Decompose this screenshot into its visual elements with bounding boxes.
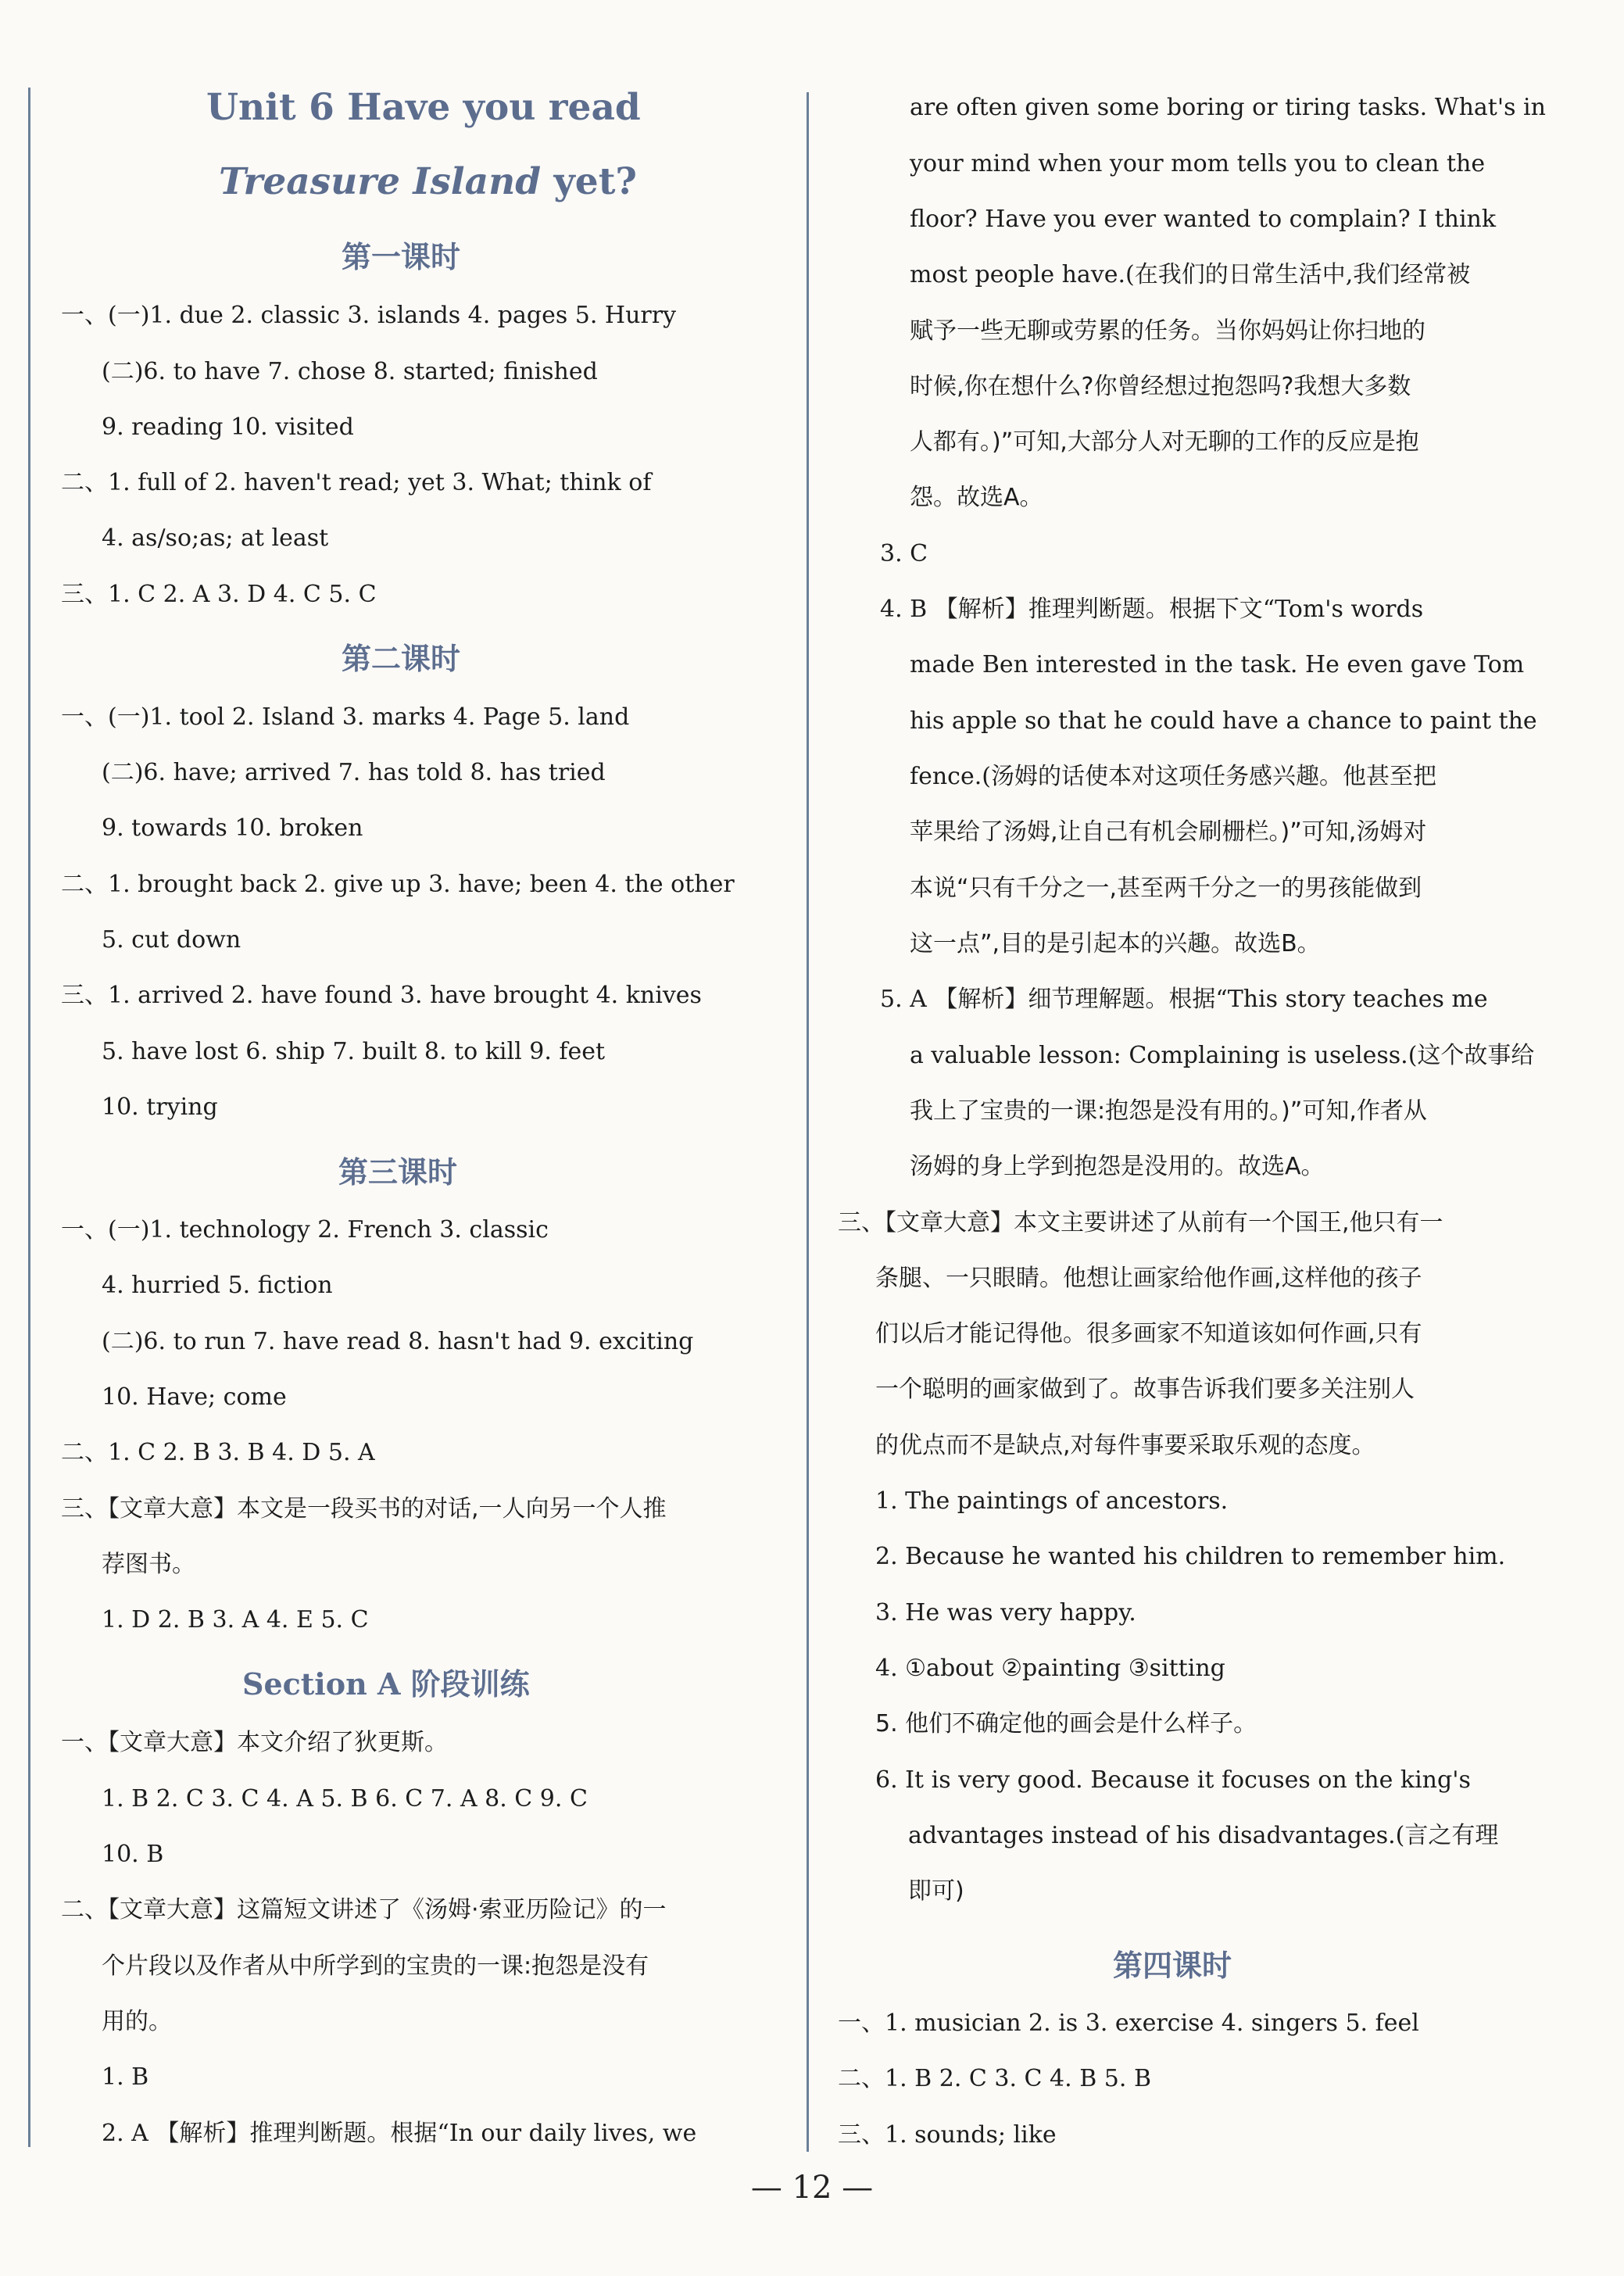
answer-line: 4. hurried 5. fiction (102, 1272, 333, 1299)
answer-line: 三、【文章大意】本文主要讲述了从前有一个国王,他只有一 (838, 1209, 1443, 1236)
answer-line: your mind when your mom tells you to clean the (910, 150, 1486, 177)
answer-line: 条腿、一只眼睛。他想让画家给他作画,这样他的孩子 (875, 1265, 1422, 1292)
answer-line: most people have.(在我们的日常生活中,我们经常被 (910, 261, 1471, 288)
answer-line: floor? Have you ever wanted to complain? I think (910, 206, 1497, 233)
answer-line: 怨。故选A。 (910, 484, 1043, 511)
lesson-1-heading: 第一课时 (342, 240, 461, 274)
answer-line: 三、1. C 2. A 3. D 4. C 5. C (61, 581, 377, 608)
answer-line: 二、1. brought back 2. give up 3. have; been 4. the other (61, 871, 735, 898)
answer-line: 这一点”,目的是引起本的兴趣。故选B。 (910, 930, 1321, 957)
answer-line: 3. C (880, 540, 928, 567)
unit-title: Unit 6 Have you read (206, 86, 641, 129)
answer-line: 赋予一些无聊或劳累的任务。当你妈妈让你扫地的 (910, 317, 1425, 345)
answer-line: 一、(一)1. due 2. classic 3. islands 4. pages 5. Hurry (61, 302, 677, 329)
unit-subtitle (219, 160, 637, 203)
answer-line: 二、1. C 2. B 3. B 4. D 5. A (61, 1439, 375, 1466)
answer-line: 1. D 2. B 3. A 4. E 5. C (102, 1606, 369, 1634)
answer-line: 9. towards 10. broken (102, 814, 363, 842)
answer-line: 4. B 【解析】推理判断题。根据下文“Tom's words (880, 596, 1424, 623)
answer-line: 3. He was very happy. (875, 1599, 1136, 1626)
page-number: — 12 — (750, 2170, 874, 2206)
answer-line: 5. cut down (102, 926, 241, 954)
answer-line: his apple so that he could have a chance to paint the (910, 707, 1537, 735)
answer-line: 1. B 2. C 3. C 4. A 5. B 6. C 7. A 8. C 9. C (102, 1785, 588, 1813)
answer-line: 一、(一)1. technology 2. French 3. classic (61, 1216, 549, 1244)
answer-line: 1. The paintings of ancestors. (875, 1487, 1229, 1515)
answer-line: 一、【文章大意】本文介绍了狄更斯。 (61, 1729, 448, 1756)
answer-line: 用的。 (102, 2008, 172, 2035)
answer-line: 我上了宝贵的一课:抱怨是没有用的。)”可知,作者从 (910, 1097, 1427, 1125)
answer-line: fence.(汤姆的话使本对这项任务感兴趣。他甚至把 (910, 763, 1436, 790)
answer-line: 苹果给了汤姆,让自己有机会刷栅栏。)”可知,汤姆对 (910, 818, 1427, 846)
answer-line: 三、1. arrived 2. have found 3. have brought 4. knives (61, 982, 702, 1009)
answer-line: 时候,你在想什么?你曾经想过抱怨吗?我想大多数 (910, 373, 1411, 400)
answer-line: 一、(一)1. tool 2. Island 3. marks 4. Page 5. land (61, 703, 630, 731)
book-title: Treasure Island (219, 160, 542, 203)
answer-line: 5. have lost 6. ship 7. built 8. to kill 9. feet (102, 1038, 606, 1065)
answer-line: 10. B (102, 1841, 164, 1868)
lesson-2-heading: 第二课时 (342, 642, 461, 676)
answer-line: 5. A 【解析】细节理解题。根据“This story teaches me (880, 986, 1488, 1013)
answer-line: 个片段以及作者从中所学到的宝贵的一课:抱怨是没有 (102, 1952, 649, 1980)
answer-line: 本说“只有千分之一,甚至两千分之一的男孩能做到 (910, 875, 1422, 902)
answer-line: a valuable lesson: Complaining is useless.(这个故事给 (910, 1042, 1535, 1069)
answer-line: 的优点而不是缺点,对每件事要采取乐观的态度。 (875, 1432, 1375, 1459)
answer-line: 一个聪明的画家做到了。故事告诉我们要多关注别人 (875, 1376, 1415, 1403)
answer-line: 荐图书。 (102, 1551, 195, 1578)
answer-line: (二)6. to have 7. chose 8. started; finished (102, 358, 598, 385)
answer-line: 一、1. musician 2. is 3. exercise 4. singers 5. feel (838, 2009, 1419, 2037)
answer-line: advantages instead of his disadvantages.(言之有理 (908, 1822, 1499, 1849)
lesson-4-heading: 第四课时 (1113, 1949, 1232, 1983)
answer-line: 即可) (908, 1877, 964, 1905)
unit-title-tail: yet? (553, 160, 637, 203)
answer-line: 9. reading 10. visited (102, 413, 354, 441)
answer-line: 三、1. sounds; like (838, 2121, 1057, 2149)
answer-line: 6. It is very good. Because it focuses on the king's (875, 1766, 1471, 1794)
answer-line: 二、【文章大意】这篇短文讲述了《汤姆·索亚历险记》的一 (61, 1896, 667, 1924)
answer-line: 们以后才能记得他。很多画家不知道该如何作画,只有 (875, 1320, 1422, 1347)
answer-line: 2. Because he wanted his children to remember him. (875, 1543, 1506, 1570)
lesson-3-heading: 第三课时 (338, 1155, 458, 1190)
answer-line: 二、1. B 2. C 3. C 4. B 5. B (838, 2065, 1151, 2092)
answer-line: 2. A 【解析】推理判断题。根据“In our daily lives, we (102, 2120, 697, 2147)
answer-line: 三、【文章大意】本文是一段买书的对话,一人向另一个人推 (61, 1495, 667, 1523)
answer-line: 4. as/so;as; at least (102, 524, 329, 552)
answer-line: 10. Have; come (102, 1383, 287, 1411)
column-divider (807, 92, 809, 2152)
answer-line: 5. 他们不确定他的画会是什么样子。 (875, 1710, 1257, 1737)
answer-line: are often given some boring or tiring tasks. What's in (910, 94, 1546, 121)
answer-line: (二)6. have; arrived 7. has told 8. has tried (102, 759, 606, 786)
answer-line: 1. B (102, 2063, 149, 2091)
answer-line: 汤姆的身上学到抱怨是没用的。故选A。 (910, 1153, 1325, 1180)
answer-line: 10. trying (102, 1093, 218, 1121)
section-a-heading: Section A 阶段训练 (242, 1666, 530, 1702)
answer-line: made Ben interested in the task. He even gave Tom (910, 651, 1525, 678)
left-margin-rule (28, 88, 30, 2147)
answer-line: (二)6. to run 7. have read 8. hasn't had 9. exciting (102, 1328, 694, 1355)
answer-line: 4. ①about ②painting ③sitting (875, 1655, 1225, 1682)
answer-line: 人都有。)”可知,大部分人对无聊的工作的反应是抱 (910, 428, 1419, 456)
answer-line: 二、1. full of 2. haven't read; yet 3. What; think of (61, 469, 652, 496)
